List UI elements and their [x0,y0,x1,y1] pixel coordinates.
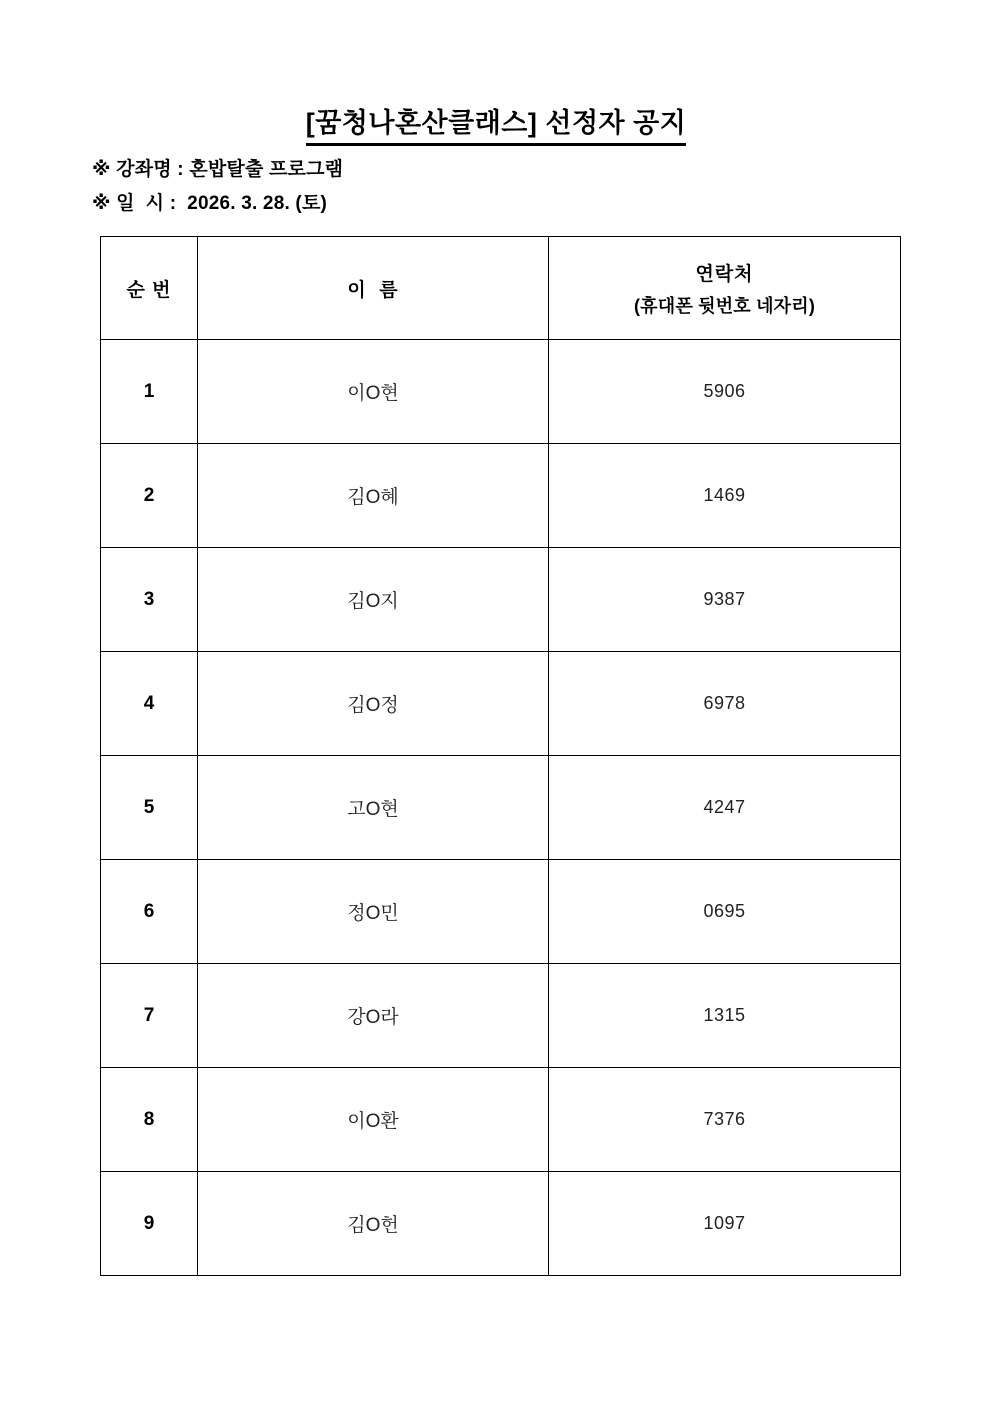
table-row [101,860,901,964]
contact-cell: 4247 [549,756,901,860]
contact-cell: 7376 [549,1068,901,1172]
name-cell: 김O지 [198,548,549,652]
row-number-cell: 7 [101,964,198,1068]
header-contact-label: 연락처 [695,263,754,285]
note-date: ※ 일 시 : 2026. 3. 28. (토) [92,193,328,214]
table-row [101,652,901,756]
name-cell: 강O라 [198,964,549,1068]
table-header-row [101,237,901,340]
contact-cell: 9387 [549,548,901,652]
table-row [101,1068,901,1172]
contact-cell: 1469 [549,444,901,548]
contact-cell: 1097 [549,1172,901,1276]
row-number-cell: 2 [101,444,198,548]
header-contact-sublabel: (휴대폰 뒷번호 네자리) [633,295,816,316]
name-cell: 이O현 [198,340,549,444]
selection-table [100,236,901,1276]
header-cell-no [101,237,198,340]
contact-cell: 0695 [549,860,901,964]
note-course: ※ 강좌명 : 혼밥탈출 프로그램 [92,159,344,180]
contact-cell: 6978 [549,652,901,756]
table-row [101,444,901,548]
row-number-cell: 8 [101,1068,198,1172]
contact-cell: 5906 [549,340,901,444]
notes-block [92,157,343,225]
row-number-cell: 9 [101,1172,198,1276]
page-title-text: [꿈청나혼산클래스] 선정자 공지 [306,101,687,146]
name-cell: 김O헌 [198,1172,549,1276]
row-number-cell: 5 [101,756,198,860]
name-cell: 김O혜 [198,444,549,548]
table-row [101,548,901,652]
name-cell: 정O민 [198,860,549,964]
header-cell-name [198,237,549,340]
name-cell: 김O정 [198,652,549,756]
table-row [101,340,901,444]
name-cell: 이O환 [198,1068,549,1172]
table-row [101,756,901,860]
row-number-cell: 1 [101,340,198,444]
header-no-label: 순 번 [126,279,172,301]
row-number-cell: 4 [101,652,198,756]
name-cell: 고O현 [198,756,549,860]
row-number-cell: 6 [101,860,198,964]
header-name-label: 이 름 [347,279,399,301]
table-row [101,1172,901,1276]
contact-cell: 1315 [549,964,901,1068]
header-cell-contact [549,237,901,340]
table-row [101,964,901,1068]
row-number-cell: 3 [101,548,198,652]
page-title [0,101,992,146]
